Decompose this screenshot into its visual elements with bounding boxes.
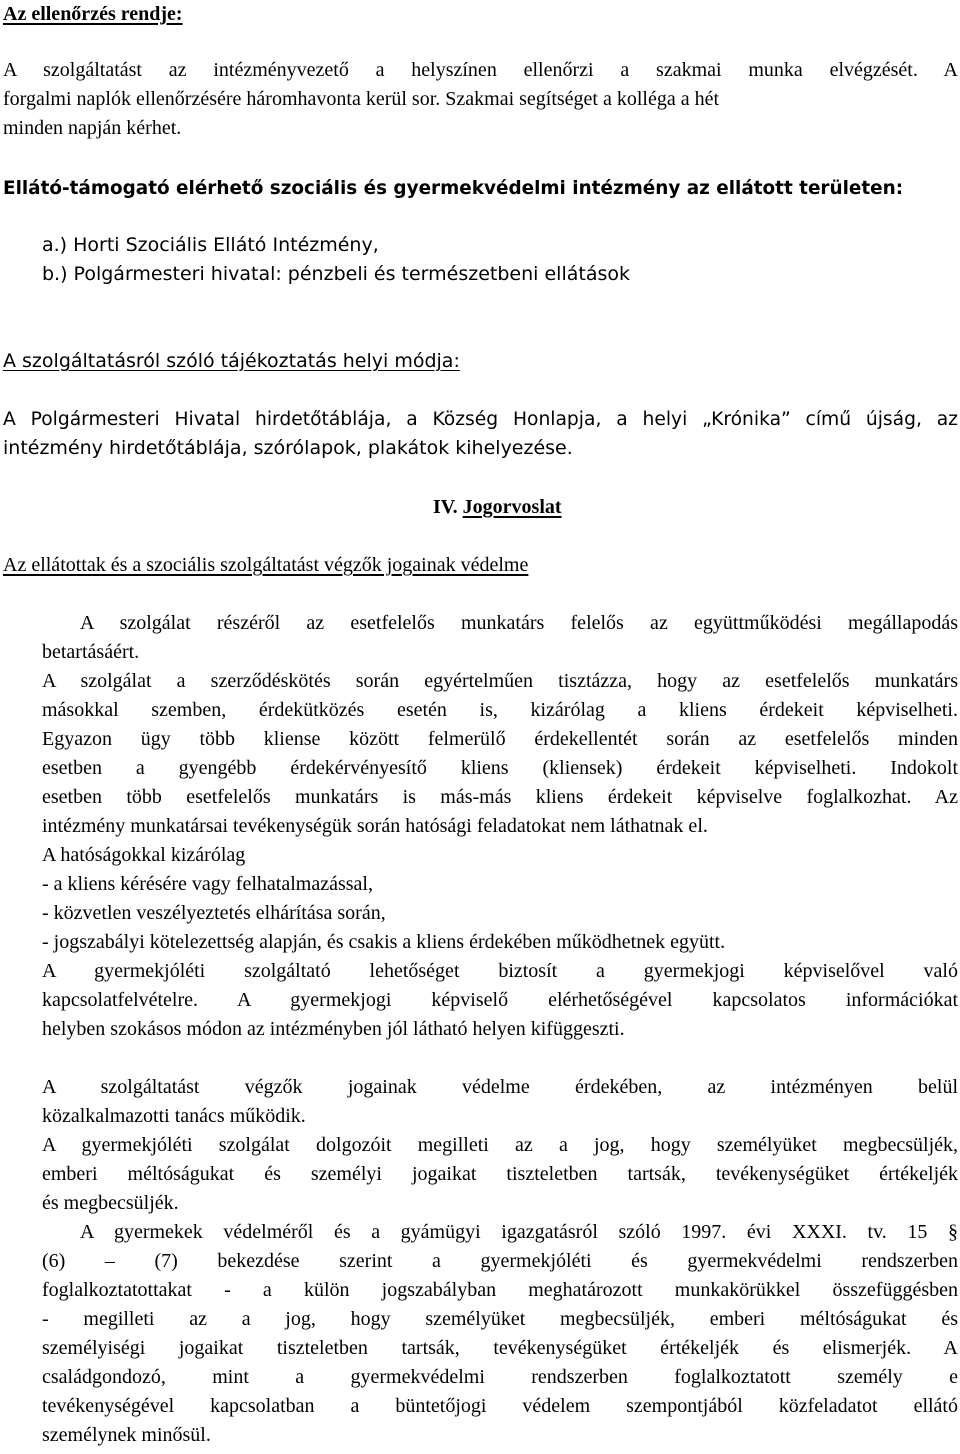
body-line: A szolgáltatást végzők jogainak védelme érdekében, az intézményen belül: [42, 1076, 958, 1098]
body-line: A gyermekjóléti szolgálat dolgozóit megilleti az a jog, hogy személyüket megbecsüljék,: [42, 1134, 958, 1156]
body-line: emberi méltóságukat és személyi jogaikat tiszteletben tartsák, tevékenységüket értékeljék: [42, 1163, 958, 1185]
para-line: A szolgáltatást az intézményvezető a helyszínen ellenőrzi a szakmai munka elvégzését. A: [3, 59, 958, 81]
list-item: a.) Horti Szociális Ellátó Intézmény,: [42, 234, 379, 256]
para-line: intézmény hirdetőtáblája, szórólapok, plakátok kihelyezése.: [3, 437, 573, 459]
chapter-number: IV.: [433, 496, 458, 518]
body-line: foglalkoztatottakat - a külön jogszabályban meghatározott munkakörükkel összefüggésben: [42, 1279, 958, 1301]
subheading-jogvedelem: Az ellátottak és a szociális szolgáltatást végzők jogainak védelme: [3, 554, 529, 576]
body-line: A szolgálat a szerződéskötés során egyértelműen tisztázza, hogy az esetfelelős munkatárs: [42, 670, 958, 692]
para-line: forgalmi naplók ellenőrzésére háromhavonta kerül sor. Szakmai segítséget a kolléga a hét: [3, 88, 720, 110]
para-line: minden napján kérhet.: [3, 117, 182, 139]
body-line: (6) – (7) bekezdése szerint a gyermekjóléti és gyermekvédelmi rendszerben: [42, 1250, 958, 1272]
body-line: A hatóságokkal kizárólag: [42, 844, 246, 866]
heading-ellenorzes: Az ellenőrzés rendje:: [3, 3, 183, 25]
body-line: - jogszabályi kötelezettség alapján, és csakis a kliens érdekében működhetnek együtt.: [42, 931, 726, 953]
body-line: Egyazon ügy több kliense között felmerülő érdekellentét során az esetfelelős minden: [42, 728, 958, 750]
body-line: közalkalmazotti tanács működik.: [42, 1105, 306, 1127]
body-line: - közvetlen veszélyeztetés elhárítása során,: [42, 902, 386, 924]
body-line: kapcsolatfelvételre. A gyermekjogi képviselő elérhetőségével kapcsolatos információkat: [42, 989, 958, 1011]
body-line: és megbecsüljék.: [42, 1192, 179, 1214]
chapter-heading: [433, 493, 562, 522]
list-item: b.) Polgármesteri hivatal: pénzbeli és természetbeni ellátások: [42, 263, 630, 285]
body-line: családgondozó, mint a gyermekvédelmi rendszerben foglalkoztatott személy e: [42, 1366, 958, 1388]
body-line: helyben szokásos módon az intézményben jól látható helyen kifüggeszti.: [42, 1018, 625, 1040]
body-line: személyiségi jogaikat tiszteletben tartsák, tevékenységüket értékeljék és elismerjék. A: [42, 1337, 958, 1359]
body-line: esetben a gyengébb érdekérvényesítő kliens (kliensek) érdekeit képviselheti. Indokolt: [42, 757, 958, 779]
body-line: tevékenységével kapcsolatban a büntetőjogi védelem szempontjából közfeladatot ellátó: [42, 1395, 958, 1417]
body-line: A gyermekek védelméről és a gyámügyi igazgatásról szóló 1997. évi XXXI. tv. 15 §: [80, 1221, 958, 1243]
body-line: - a kliens kérésére vagy felhatalmazással,: [42, 873, 373, 895]
body-line: másokkal szemben, érdekütközés esetén is, kizárólag a kliens érdekeit képviselheti.: [42, 699, 958, 721]
body-line: személynek minősül.: [42, 1424, 211, 1446]
body-line: betartásáért.: [42, 641, 140, 663]
body-line: A szolgálat részéről az esetfelelős munkatárs felelős az együttműködési megállapodás: [80, 612, 958, 634]
body-line: intézmény munkatársai tevékenységük során hatósági feladatokat nem láthatnak el.: [42, 815, 708, 837]
heading-ellato-tamogato: Ellátó-támogató elérhető szociális és gyermekvédelmi intézmény az ellátott területen:: [3, 178, 904, 199]
chapter-title: Jogorvoslat: [462, 496, 562, 518]
body-line: esetben több esetfelelős munkatárs is más-más kliens érdekeit képviselve foglalkozhat. Az: [42, 786, 958, 808]
body-line: A gyermekjóléti szolgáltató lehetőséget biztosít a gyermekjogi képviselővel való: [42, 960, 958, 982]
heading-tajekoztatas: A szolgáltatásról szóló tájékoztatás helyi módja:: [3, 350, 460, 372]
para-line: A Polgármesteri Hivatal hirdetőtáblája, a Község Honlapja, a helyi „Krónika” című újság, az: [3, 409, 958, 430]
body-line: - megilleti az a jog, hogy személyüket megbecsüljék, emberi méltóságukat és: [42, 1308, 958, 1330]
